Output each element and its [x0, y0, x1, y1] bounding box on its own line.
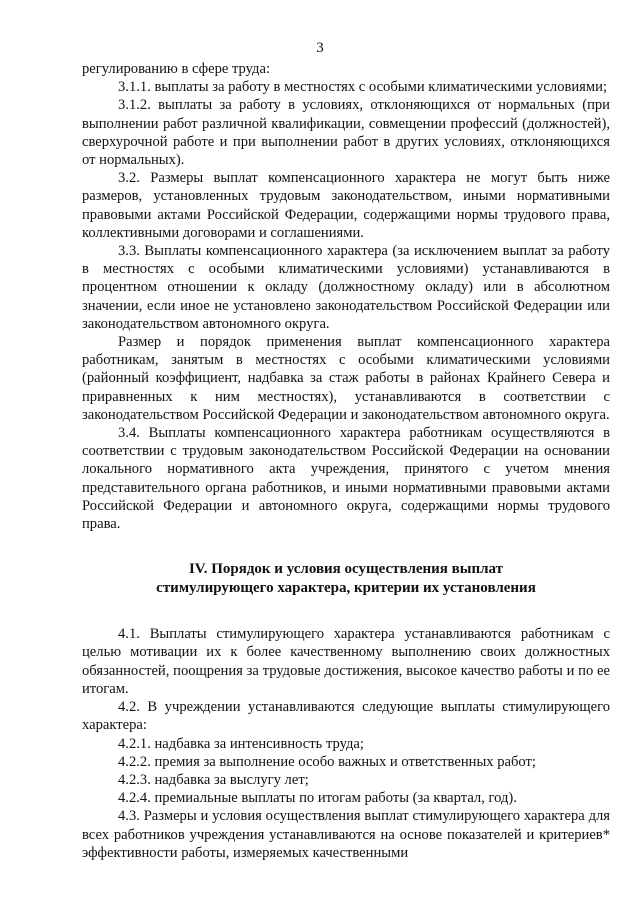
- section-heading: [82, 560, 610, 597]
- document-body: [82, 60, 610, 862]
- list-item-4-2-1: 4.2.1. надбавка за интенсивность труда;: [118, 735, 364, 752]
- paragraph-3-3-continued: Размер и порядок применения выплат компенсационного характера работникам, занятым в местностях с особыми климатическими условиями (районный коэффициент, надбавка за стаж работы в районах Крайнего Севера и приравненных к ним местностях), устанавливаются в соответствии с законодательством Российской Федерации и законодательством автономного округа.: [82, 334, 610, 423]
- list-item-4-2-3: 4.2.3. надбавка за выслугу лет;: [118, 771, 309, 788]
- paragraph-3-3: 3.3. Выплаты компенсационного характера (за исключением выплат за работу в местностях с особыми климатическими условиями) устанавливаются в процентном отношении к окладу (должностному окладу) или в абсолютном значении, если иное не установлено законодательством Российской Федерации или законодательством автономного округа.: [82, 243, 610, 332]
- paragraph-continuation: регулированию в сфере труда:: [82, 61, 270, 77]
- paragraph-3-2: 3.2. Размеры выплат компенсационного характера не могут быть ниже размеров, установленных трудовым законодательством, иными нормативными правовыми актами Российской Федерации, содержащими нормы трудового права, коллективными договорами и соглашениями.: [82, 170, 610, 241]
- paragraph-4-3: 4.3. Размеры и условия осуществления выплат стимулирующего характера для всех работников учреждения устанавливаются на основе показателей и критериев* эффективности работы, измеряемых качественными: [82, 808, 610, 861]
- paragraph-4-2: 4.2. В учреждении устанавливаются следующие выплаты стимулирующего характера:: [82, 699, 610, 734]
- list-item-4-2-4: 4.2.4. премиальные выплаты по итогам работы (за квартал, год).: [118, 790, 517, 807]
- paragraph-3-1-2: 3.1.2. выплаты за работу в условиях, отклоняющихся от нормальных (при выполнении работ различной квалификации, совмещении профессий (должностей), сверхурочной работе и при выполнении работ в других условиях, отклоняющихся от нормальных).: [82, 97, 610, 169]
- section-heading-line2: стимулирующего характера, критерии их установления: [156, 579, 536, 596]
- paragraph-4-1: 4.1. Выплаты стимулирующего характера устанавливаются работникам с целью мотивации их к более качественному выполнению своих должностных обязанностей, поощрения за трудовые достижения, высокое качество работы и по ее итогам.: [82, 626, 610, 697]
- paragraph-3-4: 3.4. Выплаты компенсационного характера работникам осуществляются в соответствии с трудовым законодательством Российской Федерации на основании локального нормативного акта учреждения, принятого с учетом мнения представительного органа работников, и иными нормативными правовыми актами Российской Федерации и автономного округа, содержащими нормы трудового права.: [82, 425, 610, 533]
- section-heading-line1: IV. Порядок и условия осуществления выплат: [188, 561, 504, 578]
- paragraph-3-1-1: 3.1.1. выплаты за работу в местностях с особыми климатическими условиями;: [118, 79, 607, 96]
- page-number: 3: [316, 40, 324, 56]
- list-item-4-2-2: 4.2.2. премия за выполнение особо важных и ответственных работ;: [118, 753, 536, 770]
